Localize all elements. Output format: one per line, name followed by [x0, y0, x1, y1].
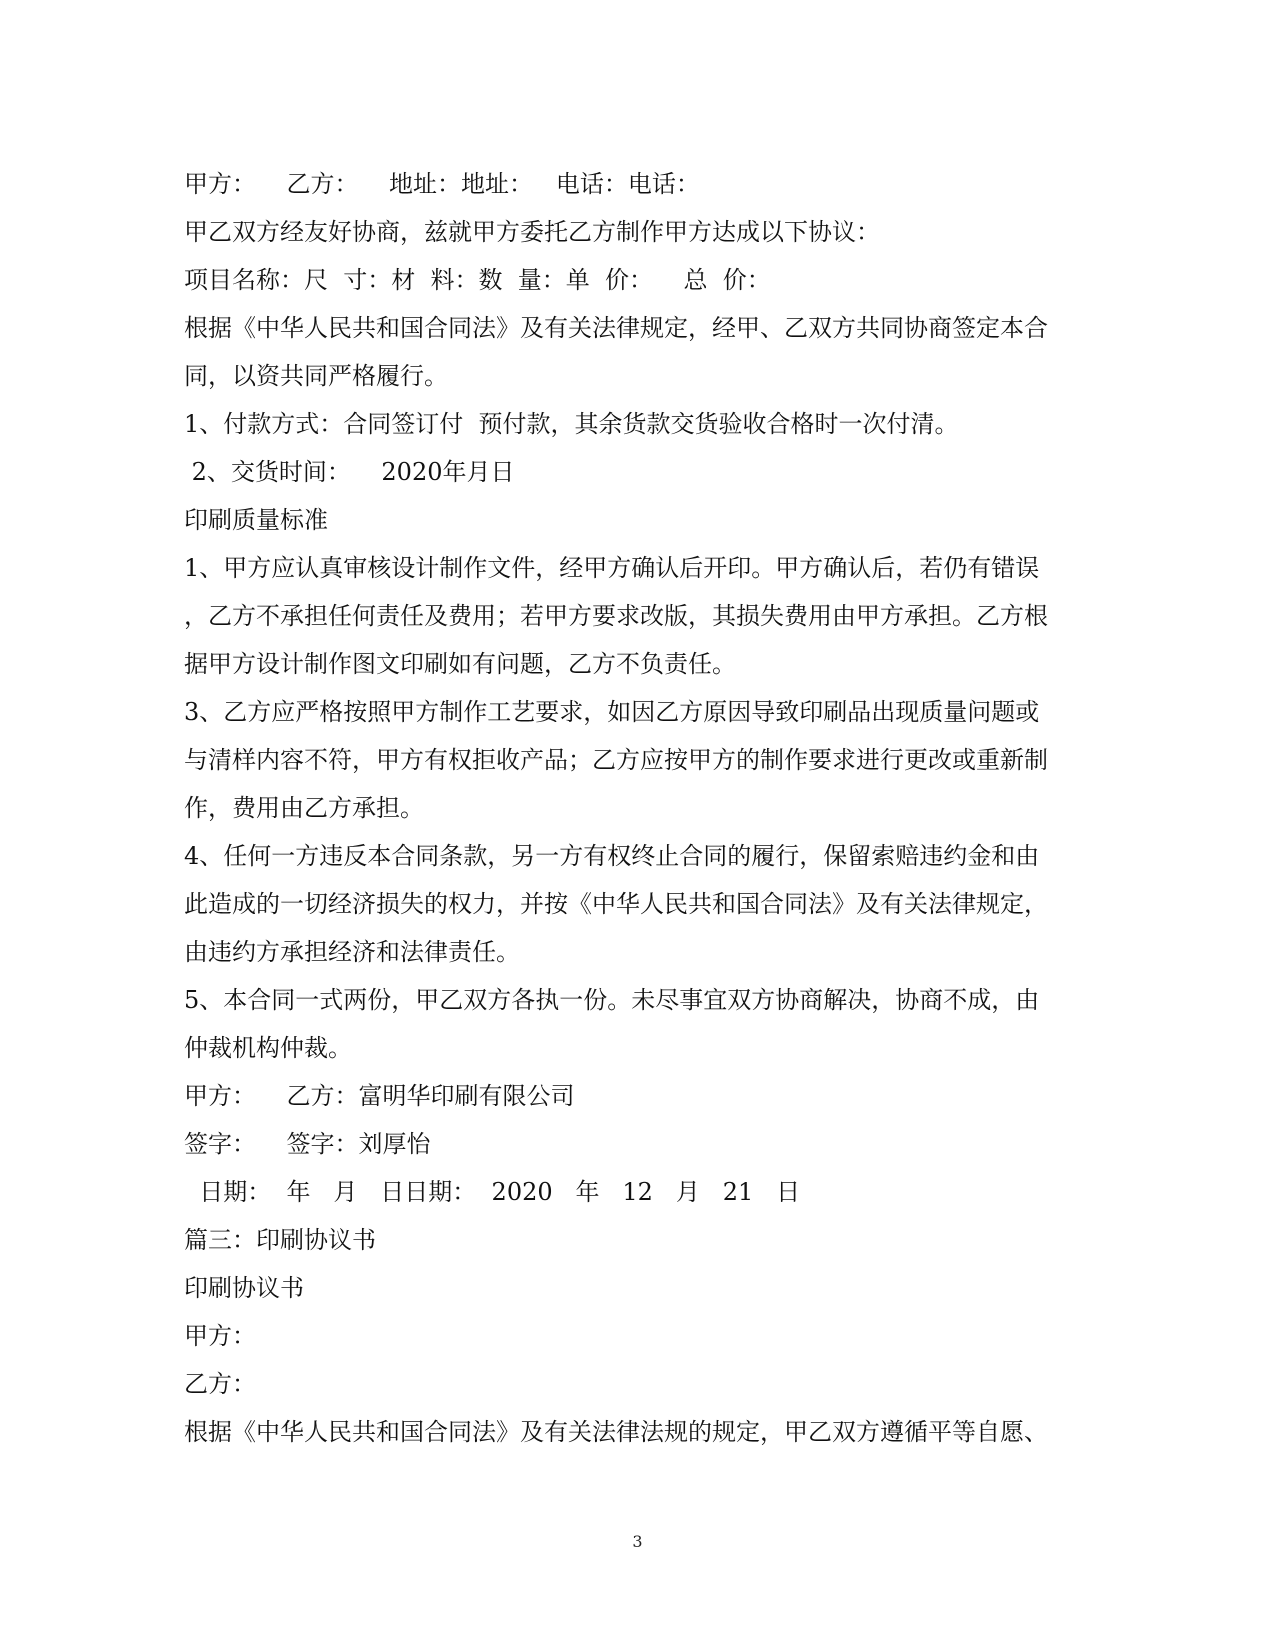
line-clause4-a: 4、任何一方违反本合同条款，另一方有权终止合同的履行，保留索赔违约金和由 [184, 842, 1040, 870]
line-clause1-a: 1、甲方应认真审核设计制作文件，经甲方确认后开印。甲方确认后，若仍有错误 [184, 554, 1040, 582]
line-signature-dates: 日期： 年 月 日日期： 2020 年 12 月 21 日 [184, 1178, 801, 1206]
line-clause4-b: 此造成的一切经济损失的权力，并按《中华人民共和国合同法》及有关法律规定， [184, 890, 1048, 918]
line-delivery-time: 2、交货时间： 2020年月日 [184, 458, 515, 486]
line-legal-basis-1: 根据《中华人民共和国合同法》及有关法律规定，经甲、乙双方共同协商签定本合 [184, 314, 1048, 342]
line-clause3-c: 作，费用由乙方承担。 [184, 794, 424, 822]
line-legal-basis-2: 同，以资共同严格履行。 [184, 362, 448, 390]
line-signature-parties: 甲方： 乙方：富明华印刷有限公司 [184, 1082, 575, 1110]
line-party-b: 乙方： [184, 1370, 256, 1398]
line-party-a: 甲方： [184, 1322, 256, 1350]
line-clause3-a: 3、乙方应严格按照甲方制作工艺要求，如因乙方原因导致印刷品出现质量问题或 [184, 698, 1040, 726]
line-clause5-a: 5、本合同一式两份，甲乙双方各执一份。未尽事宜双方协商解决，协商不成，由 [184, 986, 1040, 1014]
page-number: 3 [632, 1532, 643, 1551]
line-clause3-b: 与清样内容不符，甲方有权拒收产品；乙方应按甲方的制作要求进行更改或重新制 [184, 746, 1048, 774]
line-project-fields: 项目名称：尺 寸：材 料：数 量：单 价： 总 价： [184, 266, 771, 294]
line-parties-header: 甲方： 乙方： 地址：地址： 电话：电话： [184, 170, 700, 198]
line-clause4-c: 由违约方承担经济和法律责任。 [184, 938, 520, 966]
line-clause1-b: ，乙方不承担任何责任及费用；若甲方要求改版，其损失费用由甲方承担。乙方根 [184, 602, 1048, 630]
document-body [184, 160, 1084, 1456]
line-intro: 甲乙双方经友好协商，兹就甲方委托乙方制作甲方达成以下协议： [184, 218, 880, 246]
line-legal-basis-3: 根据《中华人民共和国合同法》及有关法律法规的规定，甲乙双方遵循平等自愿、 [184, 1418, 1048, 1446]
line-clause5-b: 仲裁机构仲裁。 [184, 1034, 352, 1062]
line-quality-heading: 印刷质量标准 [184, 506, 328, 534]
line-section-title: 篇三：印刷协议书 [184, 1226, 376, 1254]
line-clause1-c: 据甲方设计制作图文印刷如有问题，乙方不负责任。 [184, 650, 736, 678]
line-payment-terms: 1、付款方式：合同签订付 预付款，其余货款交货验收合格时一次付清。 [184, 410, 959, 438]
line-agreement-title: 印刷协议书 [184, 1274, 304, 1302]
line-signature-names: 签字： 签字：刘厚怡 [184, 1130, 431, 1158]
